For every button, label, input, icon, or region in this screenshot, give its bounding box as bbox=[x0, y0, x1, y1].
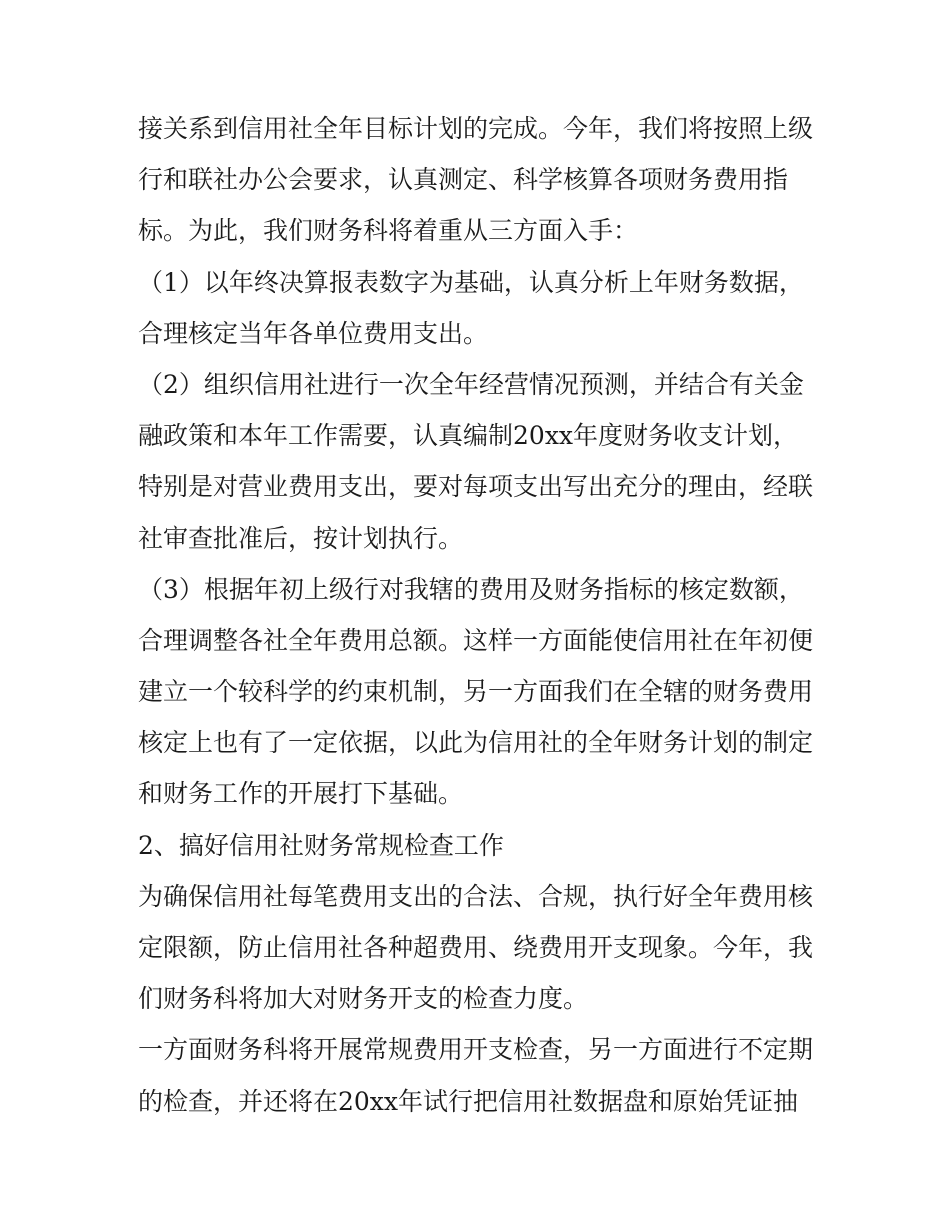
text-line: 定限额，防止信用社各种超费用、绕费用开支现象。今年，我 bbox=[138, 933, 814, 962]
text-line: 接关系到信用社全年目标计划的完成。今年，我们将按照上级 bbox=[138, 114, 814, 143]
text-line: 为确保信用社每笔费用支出的合法、合规，执行好全年费用核 bbox=[138, 881, 814, 911]
text-line: 建立一个较科学的约束机制，另一方面我们在全辖的财务费用 bbox=[138, 677, 814, 707]
text-line: 合理调整各社全年费用总额。这样一方面能使信用社在年初便 bbox=[138, 625, 814, 655]
text-line: 核定上也有了一定依据，以此为信用社的全年财务计划的制定 bbox=[138, 728, 814, 758]
document-body bbox=[138, 103, 828, 1127]
text-line: 行和联社办公会要求，认真测定、科学核算各项财务费用指 bbox=[138, 165, 789, 195]
text-line: （1）以年终决算报表数字为基础，认真分析上年财务数据， bbox=[138, 267, 804, 297]
text-line: 特别是对营业费用支出，要对每项支出写出充分的理由，经联 bbox=[138, 472, 814, 502]
text-line: 一方面财务科将开展常规费用开支检查，另一方面进行不定期 bbox=[138, 1035, 814, 1065]
text-line: 融政策和本年工作需要，认真编制20xx年度财务收支计划， bbox=[138, 421, 799, 451]
text-line: （3）根据年初上级行对我辖的费用及财务指标的核定数额， bbox=[138, 574, 804, 604]
text-line: 合理核定当年各单位费用支出。 bbox=[138, 318, 489, 348]
text-line: 标。为此，我们财务科将着重从三方面入手： bbox=[138, 216, 639, 246]
text-line: 们财务科将加大对财务开支的检查力度。 bbox=[138, 984, 589, 1014]
section-heading: 2、搞好信用社财务常规检查工作 bbox=[138, 830, 504, 860]
text-line: 社审查批准后，按计划执行。 bbox=[138, 523, 464, 553]
text-line: 和财务工作的开展打下基础。 bbox=[138, 779, 464, 809]
text-line: （2）组织信用社进行一次全年经营情况预测，并结合有关金 bbox=[138, 369, 804, 399]
text-line: 的检查，并还将在20xx年试行把信用社数据盘和原始凭证抽 bbox=[138, 1086, 799, 1116]
